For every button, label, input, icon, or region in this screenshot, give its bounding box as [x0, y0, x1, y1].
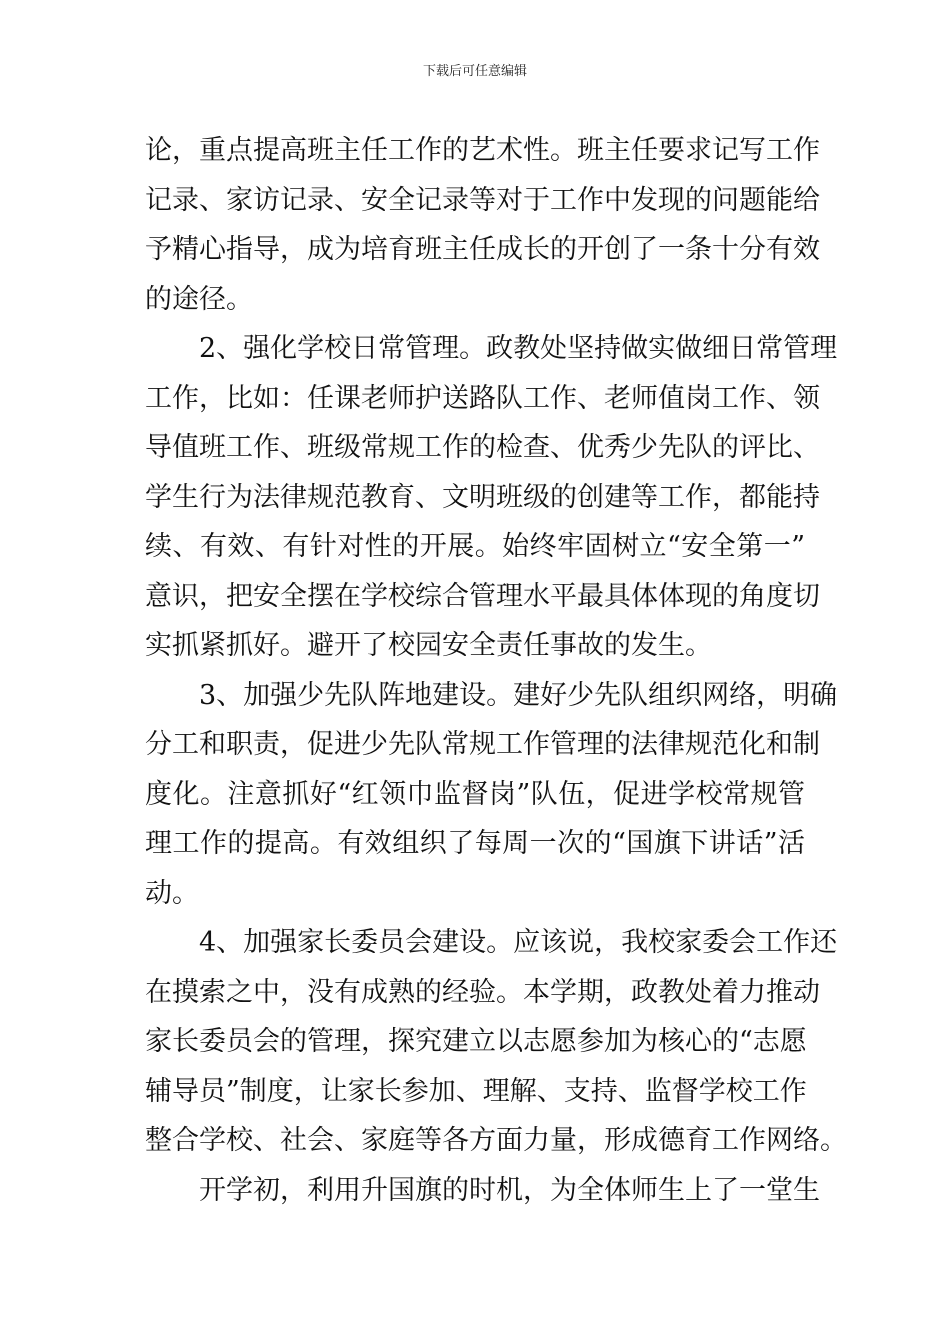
text-line: 的途径。: [145, 283, 253, 315]
text-line: 在摸索之中，没有成熟的经验。本学期，政教处着力推动: [145, 976, 820, 1008]
text-line: 辅导员”制度，让家长参加、理解、支持、监督学校工作: [145, 1075, 807, 1107]
text-line: 度化。注意抓好“红领巾监督岗”队伍，促进学校常规管: [145, 778, 805, 810]
text-line: 分工和职责，促进少先队常规工作管理的法律规范化和制: [145, 729, 820, 760]
text-line: 予精心指导，成为培育班主任成长的开创了一条十分有效: [145, 234, 820, 265]
text-line: 意识，把安全摆在学校综合管理水平最具体体现的角度切: [145, 580, 820, 612]
text-line: 续、有效、有针对性的开展。始终牢固树立“安全第一”: [145, 531, 805, 562]
paragraph-start-line: 开学初，利用升国旗的时机，为全体师生上了一堂生: [199, 1174, 820, 1206]
text-line: 导值班工作、班级常规工作的检查、优秀少先队的评比、: [145, 432, 820, 463]
page-header: 下载后可任意编辑: [422, 64, 527, 79]
paragraph-start-line: 3、加强少先队阵地建设。建好少先队组织网络，明确: [199, 679, 838, 711]
paragraph-start-line: 2、强化学校日常管理。政教处坚持做实做细日常管理: [199, 333, 838, 364]
paragraph-start-line: 4、加强家长委员会建设。应该说，我校家委会工作还: [199, 927, 838, 958]
text-line: 整合学校、社会、家庭等各方面力量，形成德育工作网络。: [145, 1125, 847, 1156]
text-line: 动。: [145, 877, 199, 909]
text-line: 工作，比如：任课老师护送路队工作、老师值岗工作、领: [145, 382, 820, 414]
text-line: 实抓紧抓好。避开了校园安全责任事故的发生。: [145, 630, 712, 661]
text-line: 家长委员会的管理，探究建立以志愿参加为核心的“志愿: [145, 1026, 807, 1057]
document-body: [145, 126, 847, 1215]
text-line: 理工作的提高。有效组织了每周一次的“国旗下讲话”活: [145, 828, 805, 859]
text-line: 学生行为法律规范教育、文明班级的创建等工作，都能持: [145, 481, 820, 513]
text-line: 记录、家访记录、安全记录等对于工作中发现的问题能给: [145, 184, 820, 216]
text-line: 论，重点提高班主任工作的艺术性。班主任要求记写工作: [145, 135, 820, 166]
